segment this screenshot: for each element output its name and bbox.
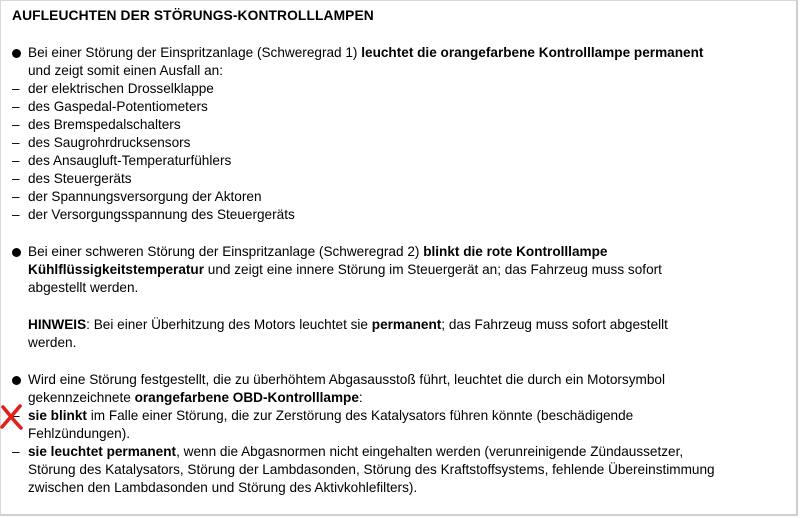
obd-item-permanent	[12, 443, 788, 461]
section-1-intro-cont: und zeigt somit einen Ausfall an:	[28, 63, 223, 78]
obd-item-2-line-3: zwischen den Lambdasonden und Störung des Aktivkohlefilters).	[28, 480, 418, 495]
section-3-line-2-text: gekennzeichnete	[28, 390, 135, 405]
section-severity-2	[12, 243, 788, 297]
section-1-intro-text: Bei einer Störung der Einspritzanlage (Schweregrad 1)	[28, 45, 362, 60]
section-3-line-1	[12, 371, 788, 389]
failure-list-item-text: der Versorgungsspannung des Steuergeräts	[28, 207, 295, 222]
section-1-list	[12, 80, 788, 224]
section-1-intro	[12, 44, 788, 62]
note-line-1	[12, 316, 788, 334]
bullet-icon	[12, 49, 21, 58]
note-bold: permanent	[371, 317, 442, 332]
failure-list-item	[12, 80, 788, 98]
note-text-pre: : Bei einer Überhitzung des Motors leuchtet sie	[86, 317, 372, 332]
failure-list-item-text: des Bremspedalschalters	[28, 117, 181, 132]
note-line-2: werden.	[28, 335, 77, 350]
dash-marker: –	[12, 444, 20, 459]
obd-item-1-bold: sie blinkt	[28, 408, 87, 423]
section-obd	[12, 371, 788, 497]
section-3-line-2	[12, 389, 788, 407]
section-3-line-1-text: Wird eine Störung festgestellt, die zu überhöhtem Abgasausstoß führt, leuchtet die durch ein Motorsymbol	[28, 372, 665, 387]
dash-marker: –	[12, 189, 20, 204]
failure-list-item-text: des Gaspedal-Potentiometers	[28, 99, 208, 114]
dash-marker: –	[12, 99, 20, 114]
dash-marker: –	[12, 207, 20, 222]
section-3-line-2-post: :	[358, 390, 363, 405]
section-3-line-2-bold: orangefarbene OBD-Kontrolllampe	[134, 390, 359, 405]
page-title: AUFLEUCHTEN DER STÖRUNGS-KONTROLLLAMPEN	[12, 8, 374, 23]
dash-marker: –	[12, 117, 20, 132]
failure-list-item	[12, 170, 788, 188]
dash-marker: –	[12, 81, 20, 96]
dash-marker: –	[12, 171, 20, 186]
section-1-intro-bold: leuchtet die orangefarbene Kontrolllampe permanent	[361, 45, 704, 60]
obd-item-1-text: im Falle einer Störung, die zur Zerstörung des Katalysators führen könnte (beschädigende	[86, 408, 634, 423]
section-severity-1	[12, 44, 788, 224]
section-2-line-1-text: Bei einer schweren Störung der Einspritzanlage (Schweregrad 2)	[28, 244, 424, 259]
section-2-line-1	[12, 243, 788, 261]
bullet-icon	[12, 376, 21, 385]
obd-item-1-line-2: Fehlzündungen).	[28, 426, 131, 441]
failure-list-item-text: des Steuergeräts	[28, 171, 132, 186]
obd-item-blinks	[12, 407, 788, 425]
obd-item-2-text: , wenn die Abgasnormen nicht eingehalten werden (verunreinigende Zündaussetzer,	[176, 444, 684, 459]
note-text-post: ; das Fahrzeug muss sofort abgestellt	[441, 317, 668, 332]
obd-item-2-bold: sie leuchtet permanent	[28, 444, 177, 459]
failure-list-item	[12, 152, 788, 170]
section-2-line-2-text: und zeigt eine innere Störung im Steuergerät an; das Fahrzeug muss sofort	[204, 262, 662, 277]
failure-list-item-text: des Saugrohrdrucksensors	[28, 135, 191, 150]
failure-list-item	[12, 188, 788, 206]
failure-list-item	[12, 134, 788, 152]
failure-list-item	[12, 98, 788, 116]
obd-item-2-line-2: Störung des Katalysators, Störung der Lambdasonden, Störung des Kraftstoffsystems, fehlende Übereinstimmung	[28, 462, 715, 477]
note-label: HINWEIS	[28, 317, 87, 332]
failure-list-item	[12, 206, 788, 224]
failure-list-item	[12, 116, 788, 134]
failure-list-item-text: des Ansaugluft-Temperaturfühlers	[28, 153, 232, 168]
section-2-line-1-bold: blinkt die rote Kontrolllampe	[423, 244, 608, 259]
red-x-mark-icon	[0, 404, 24, 430]
failure-list-item-text: der Spannungsversorgung der Aktoren	[28, 189, 262, 204]
bullet-icon	[12, 248, 21, 257]
note-block	[12, 316, 788, 352]
dash-marker: –	[12, 408, 20, 423]
failure-list-item-text: der elektrischen Drosselklappe	[28, 81, 214, 96]
section-2-line-2-bold: Kühlflüssigkeitstemperatur	[28, 262, 205, 277]
section-2-line-3: abgestellt werden.	[28, 280, 139, 295]
dash-marker: –	[12, 135, 20, 150]
dash-marker: –	[12, 153, 20, 168]
section-2-line-2	[12, 261, 788, 279]
